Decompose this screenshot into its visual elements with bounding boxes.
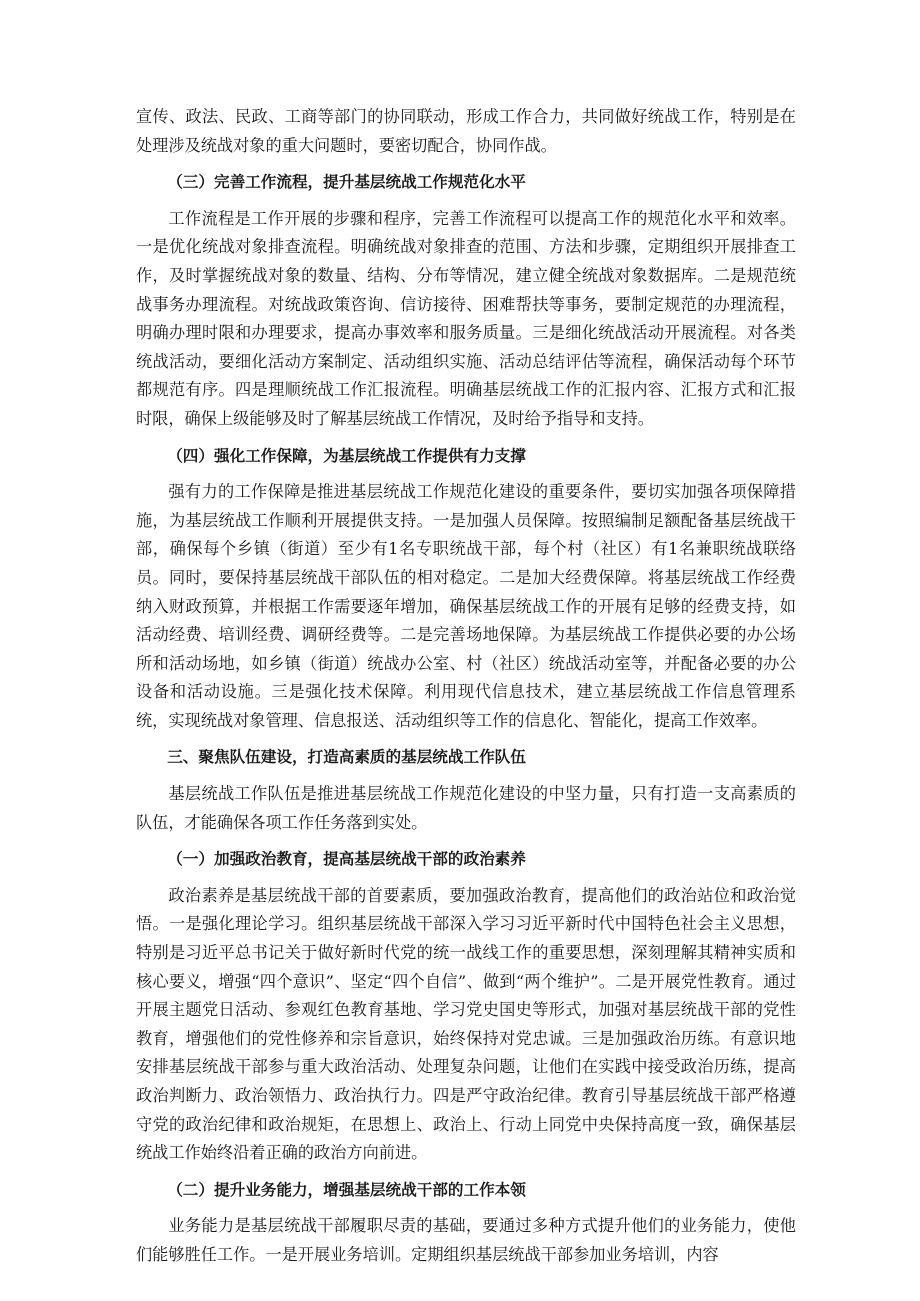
paragraph-continued: 宣传、政法、民政、工商等部门的协同联动，形成工作合力，共同做好统战工作，特别是在处理涉及统战对象的重大问题时，要密切配合，协同作战。 bbox=[136, 107, 796, 155]
document-body bbox=[136, 103, 796, 1278]
paragraph-safeguards: 强有力的工作保障是推进基层统战工作规范化建设的重要条件，要切实加强各项保障措施，为基层统战工作顺利开展提供支持。一是加强人员保障。按照编制足额配备基层统战干部，确保每个乡镇（街道）至少有1名专职统战干部，每个村（社区）有1名兼职统战联络员。同时，要保持基层统战干部队伍的相对稳定。二是加大经费保障。将基层统战工作经费纳入财政预算，并根据工作需要逐年增加，确保基层统战工作的开展有足够的经费支持，如活动经费、培训经费、调研经费等。二是完善场地保障。为基层统战工作提供必要的办公场所和活动场地，如乡镇（街道）统战办公室、村（社区）统战活动室等，并配备必要的办公设备和活动设施。三是强化技术保障。利用现代信息技术，建立基层统战工作信息管理系统，实现统战对象管理、信息报送、活动组织等工作的信息化、智能化，提高工作效率。 bbox=[136, 482, 796, 730]
section-heading-3: （三）完善工作流程，提升基层统战工作规范化水平 bbox=[167, 173, 526, 192]
paragraph-political-education: 政治素养是基层统战干部的首要素质，要加强政治教育，提高他们的政治站位和政治觉悟。一是强化理论学习。组织基层统战干部深入学习习近平新时代中国特色社会主义思想，特别是习近平总书记关于做好新时代党的统一战线工作的重要思想，深刻理解其精神实质和核心要义，增强“四个意识”、坚定“四个自信”、做到“两个维护”。二是开展党性教育。通过开展主题党日活动、参观红色教育基地、学习党史国史等形式，加强对基层统战干部的党性教育，增强他们的党性修养和宗旨意识，始终保持对党忠诚。三是加强政治历练。有意识地安排基层统战干部参与重大政治活动、处理复杂问题，让他们在实践中接受政治历练，提高政治判断力、政治领悟力、政治执行力。四是严守政治纪律。教育引导基层统战干部严格遵守党的政治纪律和政治规矩，在思想上、政治上、行动上同党中央保持高度一致，确保基层统战工作始终沿着正确的政治方向前进。 bbox=[136, 885, 796, 1163]
chapter-heading-3: 三、聚焦队伍建设，打造高素质的基层统战工作队伍 bbox=[167, 748, 526, 767]
paragraph-team-intro: 基层统战工作队伍是推进基层统战工作规范化建设的中坚力量，只有打造一支高素质的队伍，才能确保各项工作任务落到实处。 bbox=[136, 784, 796, 832]
paragraph-business-ability: 业务能力是基层统战干部履职尽责的基础，要通过多种方式提升他们的业务能力，使他们能够胜任工作。一是开展业务培训。定期组织基层统战干部参加业务培训，内容 bbox=[136, 1216, 796, 1264]
section-heading-2: （二）提升业务能力，增强基层统战干部的工作本领 bbox=[167, 1180, 526, 1199]
section-heading-4: （四）强化工作保障，为基层统战工作提供有力支撑 bbox=[167, 446, 526, 465]
paragraph-workflow: 工作流程是工作开展的步骤和程序，完善工作流程可以提高工作的规范化水平和效率。一是优化统战对象排查流程。明确统战对象排查的范围、方法和步骤，定期组织开展排查工作，及时掌握统战对象的数量、结构、分布等情况，建立健全统战对象数据库。二是规范统战事务办理流程。对统战政策咨询、信访接待、困难帮扶等事务，要制定规范的办理流程，明确办理时限和办理要求，提高办事效率和服务质量。三是细化统战活动开展流程。对各类统战活动，要细化活动方案制定、活动组织实施、活动总结评估等流程，确保活动每个环节都规范有序。四是理顺统战工作汇报流程。明确基层统战工作的汇报内容、汇报方式和汇报时限，确保上级能够及时了解基层统战工作情况，及时给予指导和支持。 bbox=[136, 208, 796, 428]
section-heading-1: （一）加强政治教育，提高基层统战干部的政治素养 bbox=[167, 850, 526, 869]
